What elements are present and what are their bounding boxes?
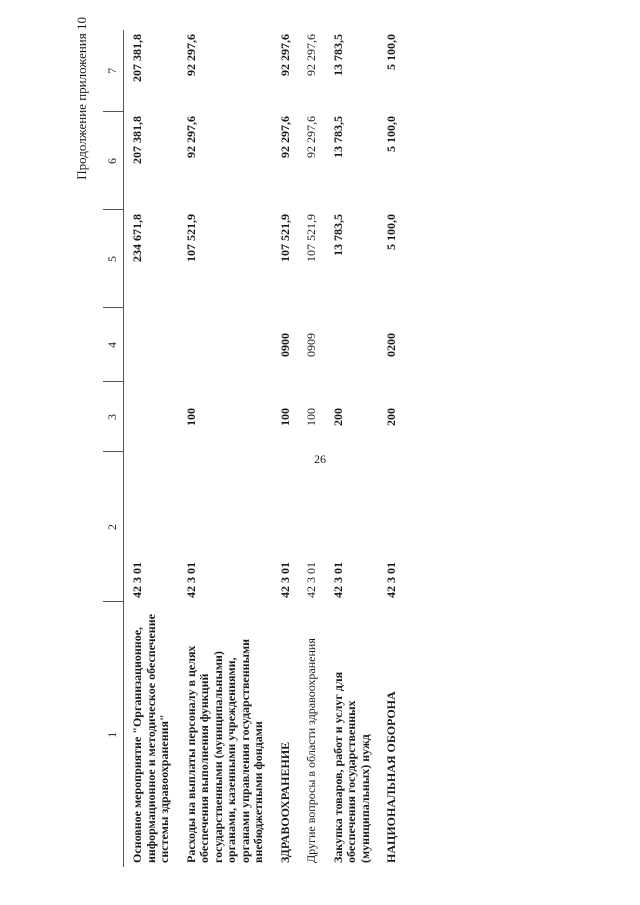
row-vr: 100 [277, 408, 292, 426]
table-row [272, 30, 299, 867]
row-value-2: 207 381,8 [130, 116, 144, 164]
row-value-3: 207 381,8 [130, 34, 144, 82]
row-rz [124, 308, 178, 382]
header-col-3: 3 [103, 382, 124, 452]
row-value-3: 13 783,5 [330, 34, 345, 76]
row-name: Основное мероприятие "Организационное, информационное и методическое обеспечение системы здравоохранения" [130, 614, 171, 863]
row-value-2: 13 783,5 [330, 116, 345, 158]
row-rz: 0900 [277, 333, 292, 357]
table-header-row [103, 30, 124, 867]
row-cst: 42 3 01 [183, 562, 198, 598]
row-vr: 100 [304, 408, 318, 426]
row-value-1: 5 100,0 [384, 214, 398, 250]
row-rz [325, 308, 379, 382]
table-row [325, 30, 379, 867]
row-cst: 42 3 01 [384, 562, 398, 598]
row-cst: 42 3 01 [277, 562, 292, 598]
table-row [178, 30, 272, 867]
row-rz: 0200 [384, 333, 398, 357]
row-rz: 0909 [304, 333, 318, 357]
row-vr: 100 [183, 408, 198, 426]
row-value-3: 92 297,6 [277, 34, 292, 76]
budget-table [103, 30, 405, 867]
row-vr: 200 [330, 408, 345, 426]
row-name: Закупка товаров, работ и услуг для обеспечения государственных (муниципальных) нужд [330, 671, 372, 863]
header-col-7: 7 [103, 30, 124, 112]
table-row [378, 30, 405, 867]
continuation-label: Продолжение приложения 10 [74, 17, 89, 180]
table-row [298, 30, 325, 867]
header-col-4: 4 [103, 308, 124, 382]
row-cst: 42 3 01 [330, 562, 345, 598]
row-cst: 42 3 01 [304, 562, 318, 598]
row-value-1: 107 521,9 [277, 214, 292, 262]
row-vr [124, 382, 178, 452]
header-col-2: 2 [103, 452, 124, 602]
table-row [124, 30, 178, 867]
row-vr: 200 [384, 408, 398, 426]
row-value-3: 5 100,0 [384, 34, 398, 70]
row-name: ЗДРАВООХРАНЕНИЕ [277, 741, 292, 863]
row-value-2: 92 297,6 [277, 116, 292, 158]
page-number-text: 26 [314, 452, 326, 466]
row-value-2: 92 297,6 [183, 116, 198, 158]
row-value-3: 92 297,6 [304, 34, 318, 76]
row-cst: 42 3 01 [130, 562, 144, 598]
header-col-5: 5 [103, 210, 124, 308]
row-value-2: 5 100,0 [384, 116, 398, 152]
row-name: Другие вопросы в области здравоохранения [304, 638, 318, 863]
row-value-3: 92 297,6 [183, 34, 198, 76]
row-name: Расходы на выплаты персоналу в целях обеспечения выполнения функций государственными (муниципальными) органами, казенными учреждениями, органами управления государственными внебюджетными фондами [183, 638, 265, 863]
header-col-6: 6 [103, 112, 124, 210]
row-value-2: 92 297,6 [304, 116, 318, 158]
row-rz [178, 308, 272, 382]
row-value-1: 13 783,5 [330, 214, 345, 256]
row-value-1: 107 521,9 [183, 214, 198, 262]
row-name: НАЦИОНАЛЬНАЯ ОБОРОНА [384, 691, 398, 863]
row-value-1: 234 671,8 [130, 214, 144, 262]
header-col-1: 1 [103, 602, 124, 867]
row-value-1: 107 521,9 [304, 214, 318, 262]
